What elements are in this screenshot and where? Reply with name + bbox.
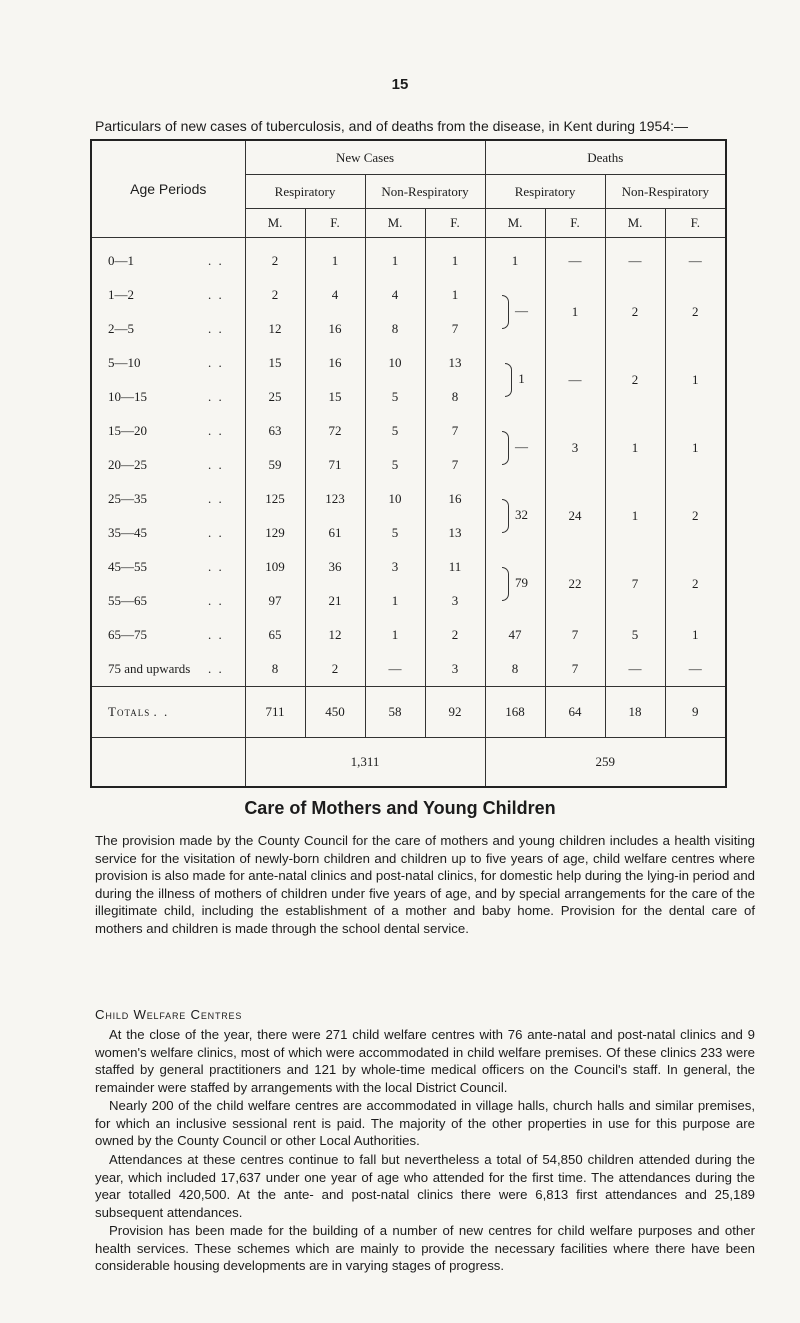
- deaths-resp-f-cell: 22: [545, 550, 605, 618]
- leader-dots: . .: [208, 321, 224, 336]
- brace-mark: [502, 499, 509, 533]
- new-resp-m-cell: 2: [245, 278, 305, 312]
- age-period-cell: [91, 278, 245, 312]
- age-period-cell: [91, 618, 245, 652]
- deaths-resp-f-cell: —: [545, 238, 605, 279]
- deaths-nonresp-f-cell: 2: [665, 550, 726, 618]
- deaths-value: —: [515, 302, 529, 318]
- new-nonresp-f-cell: 3: [425, 584, 485, 618]
- total-cell: 64: [545, 687, 605, 738]
- new-resp-m-cell: 63: [245, 414, 305, 448]
- new-nonresp-f-cell: 16: [425, 482, 485, 516]
- age-period-cell: [91, 414, 245, 448]
- new-resp-f-cell: 71: [305, 448, 365, 482]
- new-resp-f-cell: 36: [305, 550, 365, 584]
- new-nonresp-f-cell: 3: [425, 652, 485, 687]
- age-period-cell: [91, 346, 245, 380]
- new-nonresp-m-cell: 5: [365, 380, 425, 414]
- brace-mark: [502, 567, 509, 601]
- leader-dots: . .: [208, 661, 224, 676]
- brace-mark: [502, 295, 509, 329]
- deaths-nonresp-f-cell: 2: [665, 278, 726, 346]
- deaths-nonresp-m-cell: 1: [605, 414, 665, 482]
- new-resp-f-cell: 2: [305, 652, 365, 687]
- deaths-header: Deaths: [485, 140, 726, 175]
- new-nonresp-f-cell: 7: [425, 312, 485, 346]
- age-label: 25—35: [108, 491, 147, 506]
- new-nonresp-f-cell: 13: [425, 346, 485, 380]
- col-f: F.: [425, 209, 485, 238]
- deaths-nonresp-m-cell: 5: [605, 618, 665, 652]
- age-period-cell: [91, 584, 245, 618]
- new-nonresp-m-cell: 1: [365, 584, 425, 618]
- total-cell: 168: [485, 687, 545, 738]
- deaths-nonresp-m-cell: —: [605, 652, 665, 687]
- leader-dots: . .: [208, 525, 224, 540]
- subheading: Child Welfare Centres: [95, 1007, 243, 1022]
- deaths-nonresp-f-cell: —: [665, 238, 726, 279]
- grand-total-new-cases: 1,311: [245, 738, 485, 788]
- deaths-resp-m-cell: [485, 278, 545, 346]
- age-label: 55—65: [108, 593, 147, 608]
- deaths-respiratory-header: Respiratory: [485, 175, 605, 209]
- new-resp-f-cell: 21: [305, 584, 365, 618]
- new-nonresp-m-cell: 5: [365, 414, 425, 448]
- new-nonresp-f-cell: 2: [425, 618, 485, 652]
- deaths-nonresp-f-cell: 1: [665, 618, 726, 652]
- total-cell: 92: [425, 687, 485, 738]
- total-cell: 18: [605, 687, 665, 738]
- new-resp-m-cell: 25: [245, 380, 305, 414]
- new-resp-f-cell: 61: [305, 516, 365, 550]
- new-nonresp-m-cell: 5: [365, 516, 425, 550]
- col-m: M.: [245, 209, 305, 238]
- new-resp-m-cell: 12: [245, 312, 305, 346]
- table-row: [91, 238, 726, 279]
- deaths-resp-m-cell: [485, 652, 545, 687]
- new-resp-m-cell: 97: [245, 584, 305, 618]
- age-label: 5—10: [108, 355, 141, 370]
- new-nonresp-f-cell: 11: [425, 550, 485, 584]
- new-respiratory-header: Respiratory: [245, 175, 365, 209]
- tuberculosis-table: [90, 139, 727, 788]
- deaths-resp-m-cell: [485, 482, 545, 550]
- table-row: [91, 278, 726, 312]
- deaths-nonresp-m-cell: 2: [605, 278, 665, 346]
- total-cell: 450: [305, 687, 365, 738]
- new-nonresp-m-cell: 4: [365, 278, 425, 312]
- col-m: M.: [365, 209, 425, 238]
- age-period-cell: [91, 482, 245, 516]
- leader-dots: . .: [208, 423, 224, 438]
- deaths-value: 79: [515, 574, 529, 590]
- col-m: M.: [605, 209, 665, 238]
- leader-dots: . .: [208, 491, 224, 506]
- deaths-resp-m-cell: [485, 346, 545, 414]
- deaths-resp-m-cell: [485, 414, 545, 482]
- deaths-value: 32: [515, 506, 529, 522]
- age-period-cell: [91, 550, 245, 584]
- new-cases-header: New Cases: [245, 140, 485, 175]
- new-nonresp-f-cell: 7: [425, 448, 485, 482]
- age-period-cell: [91, 516, 245, 550]
- new-nonresp-m-cell: 1: [365, 238, 425, 279]
- col-m: M.: [485, 209, 545, 238]
- deaths-resp-m-cell: [485, 550, 545, 618]
- new-nonresp-m-cell: 1: [365, 618, 425, 652]
- new-non-respiratory-header: Non-Respiratory: [365, 175, 485, 209]
- new-nonresp-f-cell: 13: [425, 516, 485, 550]
- age-period-cell: [91, 652, 245, 687]
- grand-total-deaths: 259: [485, 738, 726, 788]
- new-nonresp-m-cell: 8: [365, 312, 425, 346]
- col-f: F.: [545, 209, 605, 238]
- deaths-value: 1: [518, 370, 525, 386]
- new-nonresp-f-cell: 8: [425, 380, 485, 414]
- age-period-cell: [91, 312, 245, 346]
- deaths-nonresp-m-cell: 2: [605, 346, 665, 414]
- age-label: 20—25: [108, 457, 147, 472]
- age-period-cell: [91, 448, 245, 482]
- deaths-nonresp-m-cell: 1: [605, 482, 665, 550]
- new-nonresp-f-cell: 7: [425, 414, 485, 448]
- age-label: 10—15: [108, 389, 147, 404]
- deaths-nonresp-f-cell: 1: [665, 346, 726, 414]
- new-nonresp-m-cell: 10: [365, 346, 425, 380]
- paragraph: At the close of the year, there were 271 child welfare centres with 76 ante-natal and post-natal clinics and 9 women's welfare clinics, most of which were accommodated in child welfare premises. Of these clinics 233 were staffed by general practitioners and 121 by whole-time medical officers on the Council's staff. In general, the remainder were staffed by arrangements with the local District Council.: [95, 1027, 755, 1095]
- deaths-resp-f-cell: —: [545, 346, 605, 414]
- age-label: 65—75: [108, 627, 147, 642]
- age-label: 15—20: [108, 423, 147, 438]
- new-resp-f-cell: 15: [305, 380, 365, 414]
- table-row: [91, 346, 726, 380]
- table-row: [91, 618, 726, 652]
- new-resp-f-cell: 123: [305, 482, 365, 516]
- age-label: 35—45: [108, 525, 147, 540]
- age-label: 1—2: [108, 287, 134, 302]
- new-nonresp-m-cell: 3: [365, 550, 425, 584]
- new-resp-m-cell: 129: [245, 516, 305, 550]
- section-title: Care of Mothers and Young Children: [244, 798, 556, 818]
- paragraph: Nearly 200 of the child welfare centres are accommodated in village halls, church halls and similar premises, for which an inclusive sessional rent is paid. The majority of the other properties in use for this purpose are owned by the County Council or other Local Authorities.: [95, 1098, 755, 1149]
- leader-dots: . .: [208, 627, 224, 642]
- new-nonresp-m-cell: 10: [365, 482, 425, 516]
- deaths-resp-f-cell: 7: [545, 618, 605, 652]
- deaths-value: 1: [511, 253, 519, 268]
- leader-dots: . .: [208, 253, 224, 268]
- deaths-value: 47: [508, 627, 522, 642]
- deaths-nonresp-f-cell: —: [665, 652, 726, 687]
- deaths-value: 8: [511, 661, 519, 676]
- total-cell: 711: [245, 687, 305, 738]
- new-resp-m-cell: 109: [245, 550, 305, 584]
- col-f: F.: [305, 209, 365, 238]
- new-resp-f-cell: 16: [305, 312, 365, 346]
- age-label: 45—55: [108, 559, 147, 574]
- deaths-resp-m-cell: [485, 618, 545, 652]
- deaths-resp-f-cell: 3: [545, 414, 605, 482]
- paragraph: Provision has been made for the building of a number of new centres for child welfare purposes and other health services. These schemes which are mainly to provide the necessary facilities where there have been considerable housing developments are in varying stages of progress.: [95, 1223, 755, 1274]
- new-nonresp-f-cell: 1: [425, 278, 485, 312]
- leader-dots: . .: [208, 355, 224, 370]
- new-resp-f-cell: 4: [305, 278, 365, 312]
- deaths-resp-f-cell: 1: [545, 278, 605, 346]
- new-resp-f-cell: 16: [305, 346, 365, 380]
- grand-blank: [91, 738, 245, 788]
- deaths-nonresp-m-cell: —: [605, 238, 665, 279]
- deaths-resp-f-cell: 7: [545, 652, 605, 687]
- deaths-nonresp-f-cell: 1: [665, 414, 726, 482]
- leader-dots: . .: [208, 593, 224, 608]
- new-resp-m-cell: 8: [245, 652, 305, 687]
- table-row: [91, 550, 726, 584]
- page-number: 15: [391, 76, 409, 93]
- leader-dots: . .: [208, 287, 224, 302]
- brace-mark: [505, 363, 512, 397]
- new-nonresp-f-cell: 1: [425, 238, 485, 279]
- paragraph: Attendances at these centres continue to fall but nevertheless a total of 54,850 children attended during the year, which included 17,637 under one year of age who attended for the first time. The attendances during the year totalled 420,500. At the ante- and post-natal clinics there were 6,813 first attendances and 25,189 subsequent attendances.: [95, 1152, 755, 1220]
- intro-paragraph: The provision made by the County Council for the care of mothers and young children includes a health visiting service for the visitation of newly-born children and children up to five years of age, child welfare centres where provision is also made for ante-natal clinics and post-natal clinics, for domestic help during the lying-in period and during the illness of mothers of children under five years of age, and by special arrangements for the care of the illegitimate child, including the establishment of a mother and baby home. Provision for the dental care of mothers and children is made through the school dental service.: [95, 833, 755, 936]
- deaths-nonresp-m-cell: 7: [605, 550, 665, 618]
- table-row: [91, 482, 726, 516]
- table-caption: Particulars of new cases of tuberculosis, and of deaths from the disease, in Kent during 1954:—: [95, 118, 688, 134]
- total-cell: 58: [365, 687, 425, 738]
- new-resp-m-cell: 125: [245, 482, 305, 516]
- table-row: [91, 652, 726, 687]
- age-label: 75 and upwards: [108, 661, 191, 676]
- new-resp-m-cell: 65: [245, 618, 305, 652]
- totals-label: Totals . .: [91, 687, 245, 738]
- deaths-resp-m-cell: [485, 238, 545, 279]
- col-f: F.: [665, 209, 726, 238]
- leader-dots: . .: [208, 457, 224, 472]
- deaths-nonresp-f-cell: 2: [665, 482, 726, 550]
- deaths-value: —: [515, 438, 529, 454]
- new-resp-m-cell: 15: [245, 346, 305, 380]
- brace-mark: [502, 431, 509, 465]
- total-cell: 9: [665, 687, 726, 738]
- new-resp-f-cell: 12: [305, 618, 365, 652]
- age-period-cell: [91, 380, 245, 414]
- age-label: 2—5: [108, 321, 134, 336]
- new-nonresp-m-cell: —: [365, 652, 425, 687]
- new-resp-f-cell: 1: [305, 238, 365, 279]
- new-resp-m-cell: 59: [245, 448, 305, 482]
- age-period-cell: [91, 238, 245, 279]
- deaths-non-respiratory-header: Non-Respiratory: [605, 175, 726, 209]
- deaths-resp-f-cell: 24: [545, 482, 605, 550]
- new-nonresp-m-cell: 5: [365, 448, 425, 482]
- new-resp-f-cell: 72: [305, 414, 365, 448]
- age-label: 0—1: [108, 253, 134, 268]
- age-periods-header: Age Periods: [91, 140, 245, 238]
- new-resp-m-cell: 2: [245, 238, 305, 279]
- leader-dots: . .: [208, 559, 224, 574]
- table-row: [91, 414, 726, 448]
- leader-dots: . .: [208, 389, 224, 404]
